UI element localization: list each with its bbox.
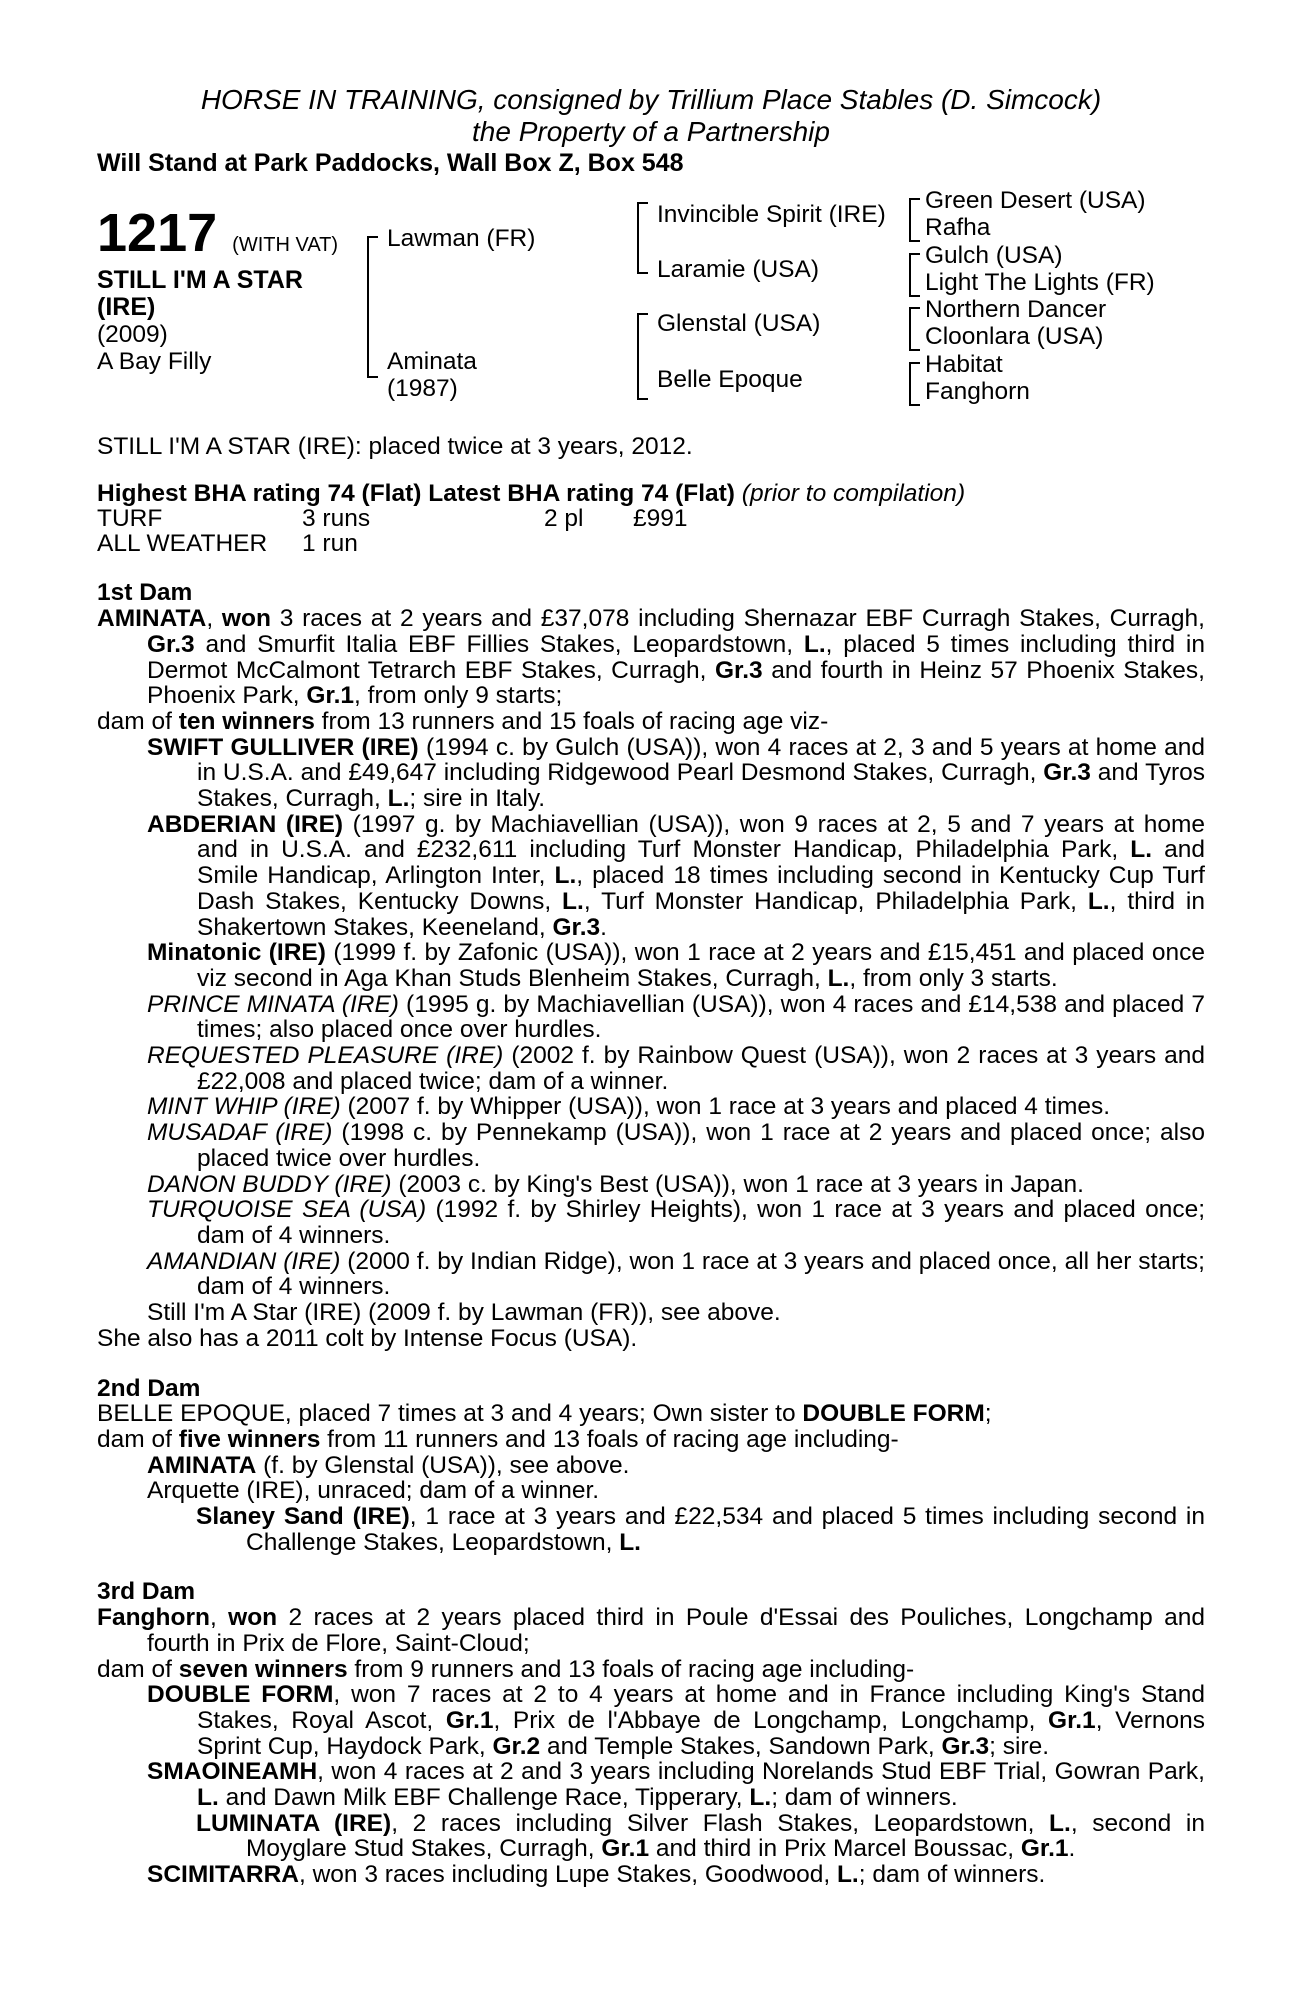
gen3-4: Light The Lights (FR) (925, 269, 1155, 296)
third-dam-text (97, 1605, 1205, 1888)
second-dam-text (97, 1401, 1205, 1555)
sire-dam: Laramie (USA) (657, 256, 820, 283)
pedigree-bracket (637, 202, 648, 274)
progeny-entry: DANON BUDDY (IRE) (2003 c. by King's Best (USA)), won 1 race at 3 years in Japan. (147, 1170, 1084, 1198)
turf-runs: 3 runs (302, 505, 371, 533)
horse-description: A Bay Filly (97, 348, 212, 375)
all-weather-label: ALL WEATHER (97, 530, 268, 558)
gen3-5: Northern Dancer (925, 296, 1107, 323)
rating-note: (prior to compilation) (741, 479, 966, 507)
pedigree-bracket (367, 236, 378, 378)
progeny-entry: Still I'm A Star (IRE) (2009 f. by Lawman (FR)), see above. (147, 1299, 781, 1327)
gen3-8: Fanghorn (925, 378, 1030, 405)
progeny-entry: SMAOINEAMH, won 4 races at 2 and 3 years including Norelands Stud EBF Trial, Gowran Park, L. and Dawn Milk EBF Challenge Race, Tipperary, L.; dam of winners. (147, 1758, 1205, 1812)
turf-money: £991 (633, 505, 688, 533)
grand-progeny-entry: Slaney Sand (IRE), 1 race at 3 years and £22,534 and placed 5 times including second in Challenge Stakes, Leopardstown, L. (196, 1503, 1205, 1556)
vat-note: (WITH VAT) (232, 234, 339, 256)
rating-heading: Highest BHA rating 74 (Flat) Latest BHA rating 74 (Flat) (97, 479, 735, 507)
pedigree-bracket (909, 362, 920, 406)
sire-name: Lawman (FR) (387, 225, 536, 252)
gen3-6: Cloonlara (USA) (925, 323, 1104, 350)
progeny-entry: MUSADAF (IRE) (1998 c. by Pennekamp (USA)), won 1 race at 2 years and placed once; also placed twice over hurdles. (147, 1119, 1206, 1172)
dam-dam: Belle Epoque (657, 366, 803, 393)
dam-record: AMINATA, won 3 races at 2 years and £37,078 including Shernazar EBF Curragh Stakes, Curragh, Gr.3 and Smurfit Italia EBF Fillies Stakes, Leopardstown, L., placed 5 times including third in Dermot McCalmont Tetrarch EBF Stakes, Curragh, Gr.3 and fourth in Heinz 57 Phoenix Stakes, Phoenix Park, Gr.1, from only 9 starts; (97, 605, 1205, 710)
gen3-2: Rafha (925, 214, 991, 241)
grand-progeny-entry: LUMINATA (IRE), 2 races including Silver Flash Stakes, Leopardstown, L., second in Moyglare Stud Stakes, Curragh, Gr.1 and third in Prix Marcel Boussac, Gr.1. (196, 1809, 1206, 1863)
progeny-entry: SCIMITARRA, won 3 races including Lupe Stakes, Goodwood, L.; dam of winners. (147, 1861, 1046, 1889)
gen3-1: Green Desert (USA) (925, 187, 1146, 214)
progeny-entry: PRINCE MINATA (IRE) (1995 g. by Machiavellian (USA)), won 4 races and £14,538 and placed 7 times; also placed once over hurdles. (147, 990, 1205, 1044)
dam-year: (1987) (387, 375, 458, 402)
all-weather-record (97, 531, 1205, 556)
pedigree-bracket (909, 253, 920, 297)
progeny-entry: AMINATA (f. by Glenstal (USA)), see above. (147, 1451, 630, 1479)
lot-number: 1217 (97, 203, 218, 263)
rating-section (97, 481, 1205, 557)
rating-heading-line (97, 481, 1205, 507)
third-dam-heading: 3rd Dam (97, 1578, 196, 1606)
pedigree-bracket (909, 307, 920, 351)
progeny-entry: SWIFT GULLIVER (IRE) (1994 c. by Gulch (USA)), won 4 races at 2, 3 and 5 years at home and in U.S.A. and £49,647 including Ridgewood Pearl Desmond Stakes, Curragh, Gr.3 and Tyros Stakes, Curragh, L.; sire in Italy. (147, 733, 1206, 813)
dam-sire: Glenstal (USA) (657, 310, 821, 337)
stand-location: Will Stand at Park Paddocks, Wall Box Z, Box 548 (97, 149, 684, 177)
second-dam-heading: 2nd Dam (97, 1374, 201, 1402)
progeny-entry: AMANDIAN (IRE) (2000 f. by Indian Ridge), won 1 race at 3 years and placed once, all her starts; dam of 4 winners. (147, 1247, 1205, 1301)
progeny-entry: ABDERIAN (IRE) (1997 g. by Machiavellian (USA)), won 9 races at 2, 5 and 7 years at home and in U.S.A. and £232,611 including Turf Monster Handicap, Philadelphia Park, L. and Smile Handicap, Arlington Inter, L., placed 18 times including second in Kentucky Cup Turf Dash Stakes, Kentucky Downs, L., Turf Monster Handicap, Philadelphia Park, L., third in Shakertown Stakes, Keeneland, Gr.3. (147, 810, 1206, 941)
all-weather-runs: 1 run (302, 530, 358, 558)
dam-record: BELLE EPOQUE, placed 7 times at 3 and 4 years; Own sister to DOUBLE FORM; (97, 1400, 992, 1428)
dam-name: Aminata (387, 348, 477, 375)
produce-summary: dam of seven winners from 9 runners and 13 foals of racing age including- (97, 1655, 915, 1683)
consignor-line: HORSE IN TRAINING, consigned by Trillium Place Stables (D. Simcock) (200, 84, 1102, 115)
turf-placed: 2 pl (544, 505, 584, 533)
dam-record: Fanghorn, won 2 races at 2 years placed third in Poule d'Essai des Pouliches, Longchamp and fourth in Prix de Flore, Saint-Cloud; (97, 1604, 1205, 1657)
progeny-entry: REQUESTED PLEASURE (IRE) (2002 f. by Rainbow Quest (USA)), won 2 races at 3 years and £22,008 and placed twice; dam of a winner. (147, 1042, 1205, 1095)
pedigree-bracket (637, 313, 648, 400)
ownership-line: the Property of a Partnership (472, 116, 830, 147)
progeny-entry: TURQUOISE SEA (USA) (1992 f. by Shirley Heights), won 1 race at 3 years and placed once; dam of 4 winners. (147, 1196, 1206, 1249)
dam-record: dam of five winners from 11 runners and 13 foals of racing age including- (97, 1425, 899, 1453)
turf-label: TURF (97, 505, 163, 533)
horse-name: STILL I'M A STAR (97, 266, 303, 294)
lot-number-line (97, 203, 339, 272)
pedigree-block (97, 186, 1205, 421)
first-dam-text (97, 606, 1205, 1326)
progeny-entry: Arquette (IRE), unraced; dam of a winner. (147, 1477, 600, 1505)
catalogue-page (97, 84, 1205, 1888)
progeny-entry: Minatonic (IRE) (1999 f. by Zafonic (USA)), won 1 race at 2 years and £15,451 and placed once viz second in Aga Khan Studs Blenheim Stakes, Curragh, L., from only 3 starts. (147, 939, 1205, 992)
first-dam-footer: She also has a 2011 colt by Intense Focus (USA). (97, 1324, 638, 1352)
progeny-entry: MINT WHIP (IRE) (2007 f. by Whipper (USA)), won 1 race at 3 years and placed 4 times. (147, 1093, 1111, 1121)
gen3-3: Gulch (USA) (925, 242, 1063, 269)
pedigree-bracket (909, 198, 920, 242)
horse-name-suffix: (IRE) (97, 293, 156, 321)
first-dam-heading: 1st Dam (97, 579, 193, 607)
turf-record (97, 506, 1205, 531)
progeny-entry: DOUBLE FORM, won 7 races at 2 to 4 years at home and in France including King's Stand Stakes, Royal Ascot, Gr.1, Prix de l'Abbaye de Longchamp, Longchamp, Gr.1, Vernons Sprint Cup, Haydock Park, Gr.2 and Temple Stakes, Sandown Park, Gr.3; sire. (147, 1681, 1205, 1760)
produce-summary: dam of ten winners from 13 runners and 15 foals of racing age viz- (97, 707, 829, 735)
sire-sire: Invincible Spirit (IRE) (657, 201, 886, 228)
foaling-year: (2009) (97, 321, 168, 348)
gen3-7: Habitat (925, 351, 1003, 378)
race-summary: STILL I'M A STAR (IRE): placed twice at 3 years, 2012. (97, 433, 693, 460)
